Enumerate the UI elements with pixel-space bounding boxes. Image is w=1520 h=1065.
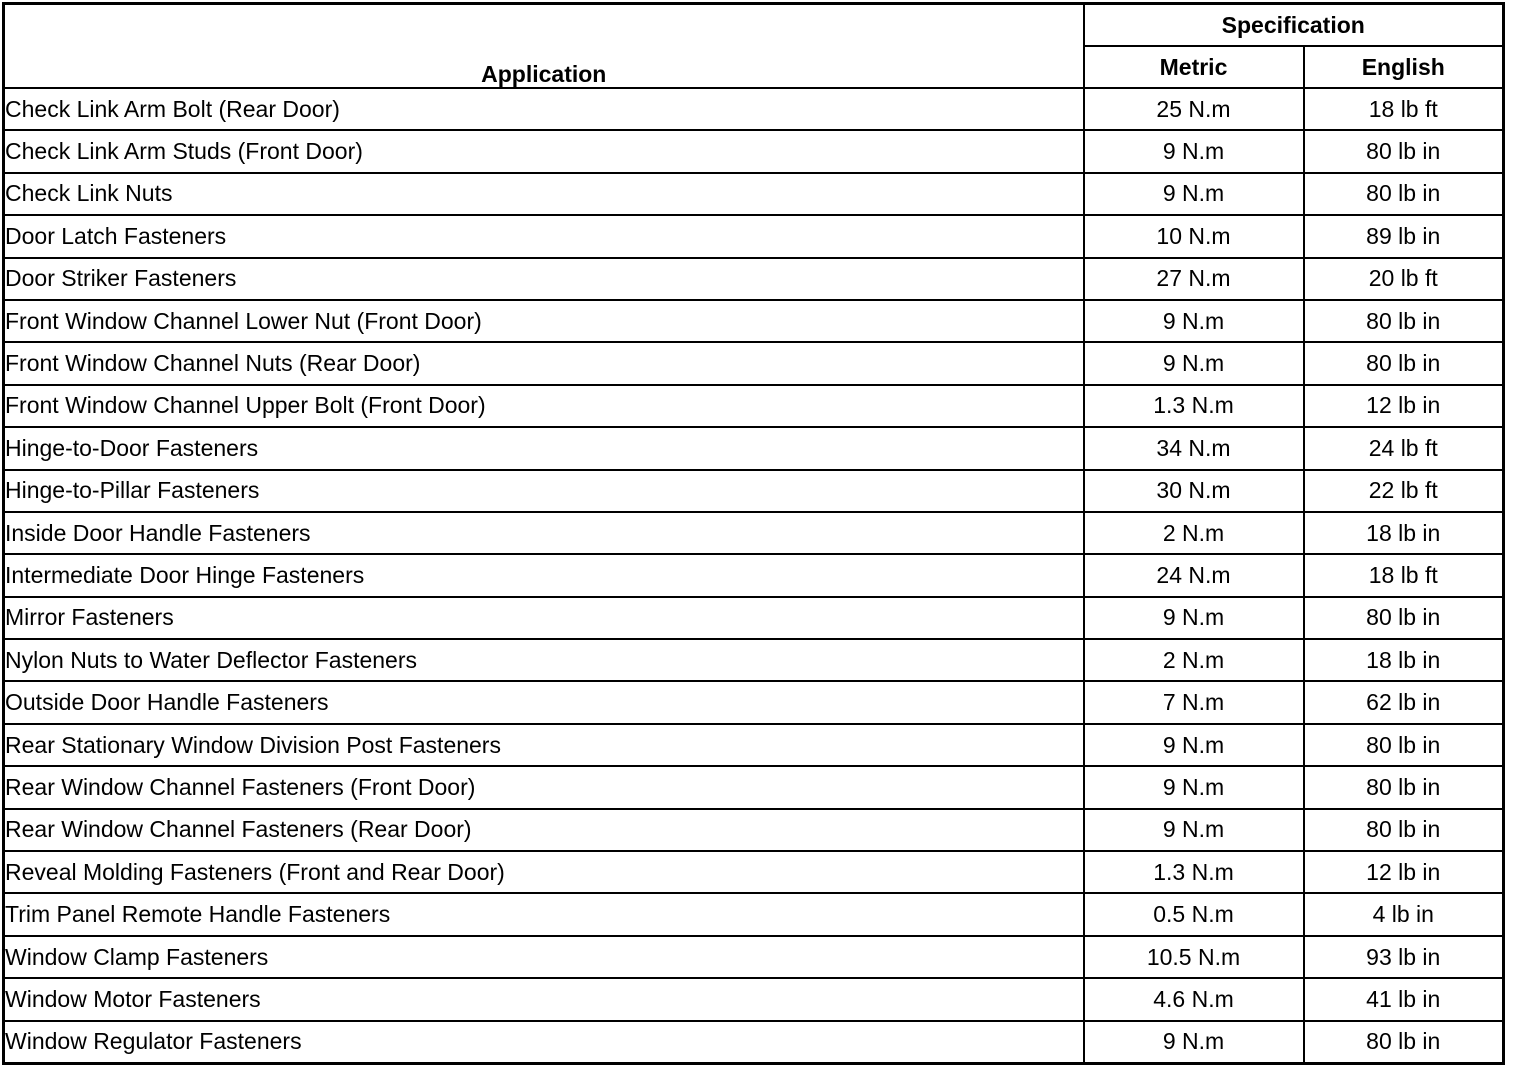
metric-value-cell: 9 N.m [1084, 130, 1304, 172]
metric-value-cell: 9 N.m [1084, 342, 1304, 384]
english-value-cell: 20 lb ft [1304, 258, 1504, 300]
english-value-cell: 18 lb in [1304, 512, 1504, 554]
metric-value-cell: 0.5 N.m [1084, 893, 1304, 935]
application-cell: Rear Stationary Window Division Post Fasteners [4, 724, 1084, 766]
table-row [4, 597, 1504, 639]
english-value-cell: 80 lb in [1304, 342, 1504, 384]
application-cell: Front Window Channel Lower Nut (Front Door) [4, 300, 1084, 342]
english-value-cell: 80 lb in [1304, 597, 1504, 639]
application-cell: Door Striker Fasteners [4, 258, 1084, 300]
metric-value-cell: 24 N.m [1084, 554, 1304, 596]
table-row [4, 130, 1504, 172]
metric-value-cell: 9 N.m [1084, 809, 1304, 851]
table-row [4, 766, 1504, 808]
metric-value-cell: 1.3 N.m [1084, 385, 1304, 427]
table-row [4, 427, 1504, 469]
application-cell: Window Clamp Fasteners [4, 936, 1084, 978]
english-value-cell: 4 lb in [1304, 893, 1504, 935]
table-row [4, 851, 1504, 893]
application-cell: Window Regulator Fasteners [4, 1021, 1084, 1064]
metric-value-cell: 9 N.m [1084, 1021, 1304, 1064]
table-row [4, 681, 1504, 723]
metric-value-cell: 9 N.m [1084, 597, 1304, 639]
english-value-cell: 18 lb in [1304, 639, 1504, 681]
english-value-cell: 62 lb in [1304, 681, 1504, 723]
english-value-cell: 89 lb in [1304, 215, 1504, 257]
english-value-cell: 80 lb in [1304, 1021, 1504, 1064]
metric-value-cell: 34 N.m [1084, 427, 1304, 469]
metric-value-cell: 9 N.m [1084, 766, 1304, 808]
table-row [4, 936, 1504, 978]
application-cell: Check Link Arm Bolt (Rear Door) [4, 88, 1084, 130]
application-cell: Door Latch Fasteners [4, 215, 1084, 257]
application-cell: Front Window Channel Upper Bolt (Front Door) [4, 385, 1084, 427]
metric-column-header: Metric [1084, 46, 1304, 88]
table-row [4, 342, 1504, 384]
table-header-row [4, 4, 1504, 47]
application-column-header: Application [4, 4, 1084, 89]
metric-value-cell: 9 N.m [1084, 724, 1304, 766]
application-cell: Hinge-to-Pillar Fasteners [4, 470, 1084, 512]
table-row [4, 724, 1504, 766]
table-row [4, 300, 1504, 342]
application-cell: Trim Panel Remote Handle Fasteners [4, 893, 1084, 935]
application-cell: Rear Window Channel Fasteners (Rear Door) [4, 809, 1084, 851]
application-cell: Hinge-to-Door Fasteners [4, 427, 1084, 469]
table-row [4, 512, 1504, 554]
application-cell: Outside Door Handle Fasteners [4, 681, 1084, 723]
metric-value-cell: 10 N.m [1084, 215, 1304, 257]
table-row [4, 470, 1504, 512]
metric-value-cell: 9 N.m [1084, 300, 1304, 342]
fastener-specification-table [2, 2, 1505, 1065]
english-value-cell: 80 lb in [1304, 173, 1504, 215]
application-cell: Nylon Nuts to Water Deflector Fasteners [4, 639, 1084, 681]
specification-column-header: Specification [1084, 4, 1504, 47]
table-row [4, 88, 1504, 130]
table-row [4, 893, 1504, 935]
application-cell: Intermediate Door Hinge Fasteners [4, 554, 1084, 596]
table-row [4, 258, 1504, 300]
metric-value-cell: 4.6 N.m [1084, 978, 1304, 1020]
table-row [4, 554, 1504, 596]
metric-value-cell: 27 N.m [1084, 258, 1304, 300]
application-cell: Front Window Channel Nuts (Rear Door) [4, 342, 1084, 384]
table-body [4, 88, 1504, 1063]
table-row [4, 173, 1504, 215]
table-row [4, 639, 1504, 681]
english-value-cell: 41 lb in [1304, 978, 1504, 1020]
english-column-header: English [1304, 46, 1504, 88]
english-value-cell: 80 lb in [1304, 809, 1504, 851]
application-cell: Check Link Arm Studs (Front Door) [4, 130, 1084, 172]
metric-value-cell: 1.3 N.m [1084, 851, 1304, 893]
metric-value-cell: 10.5 N.m [1084, 936, 1304, 978]
english-value-cell: 18 lb ft [1304, 88, 1504, 130]
english-value-cell: 12 lb in [1304, 851, 1504, 893]
table-row [4, 215, 1504, 257]
table-row [4, 385, 1504, 427]
application-cell: Window Motor Fasteners [4, 978, 1084, 1020]
english-value-cell: 80 lb in [1304, 300, 1504, 342]
metric-value-cell: 30 N.m [1084, 470, 1304, 512]
application-cell: Check Link Nuts [4, 173, 1084, 215]
metric-value-cell: 2 N.m [1084, 512, 1304, 554]
english-value-cell: 22 lb ft [1304, 470, 1504, 512]
table-row [4, 809, 1504, 851]
metric-value-cell: 25 N.m [1084, 88, 1304, 130]
english-value-cell: 80 lb in [1304, 766, 1504, 808]
metric-value-cell: 7 N.m [1084, 681, 1304, 723]
application-cell: Reveal Molding Fasteners (Front and Rear Door) [4, 851, 1084, 893]
table-row [4, 1021, 1504, 1064]
table-row [4, 978, 1504, 1020]
metric-value-cell: 2 N.m [1084, 639, 1304, 681]
metric-value-cell: 9 N.m [1084, 173, 1304, 215]
application-cell: Mirror Fasteners [4, 597, 1084, 639]
english-value-cell: 24 lb ft [1304, 427, 1504, 469]
english-value-cell: 12 lb in [1304, 385, 1504, 427]
application-cell: Inside Door Handle Fasteners [4, 512, 1084, 554]
english-value-cell: 80 lb in [1304, 130, 1504, 172]
application-cell: Rear Window Channel Fasteners (Front Door) [4, 766, 1084, 808]
english-value-cell: 18 lb ft [1304, 554, 1504, 596]
english-value-cell: 93 lb in [1304, 936, 1504, 978]
english-value-cell: 80 lb in [1304, 724, 1504, 766]
